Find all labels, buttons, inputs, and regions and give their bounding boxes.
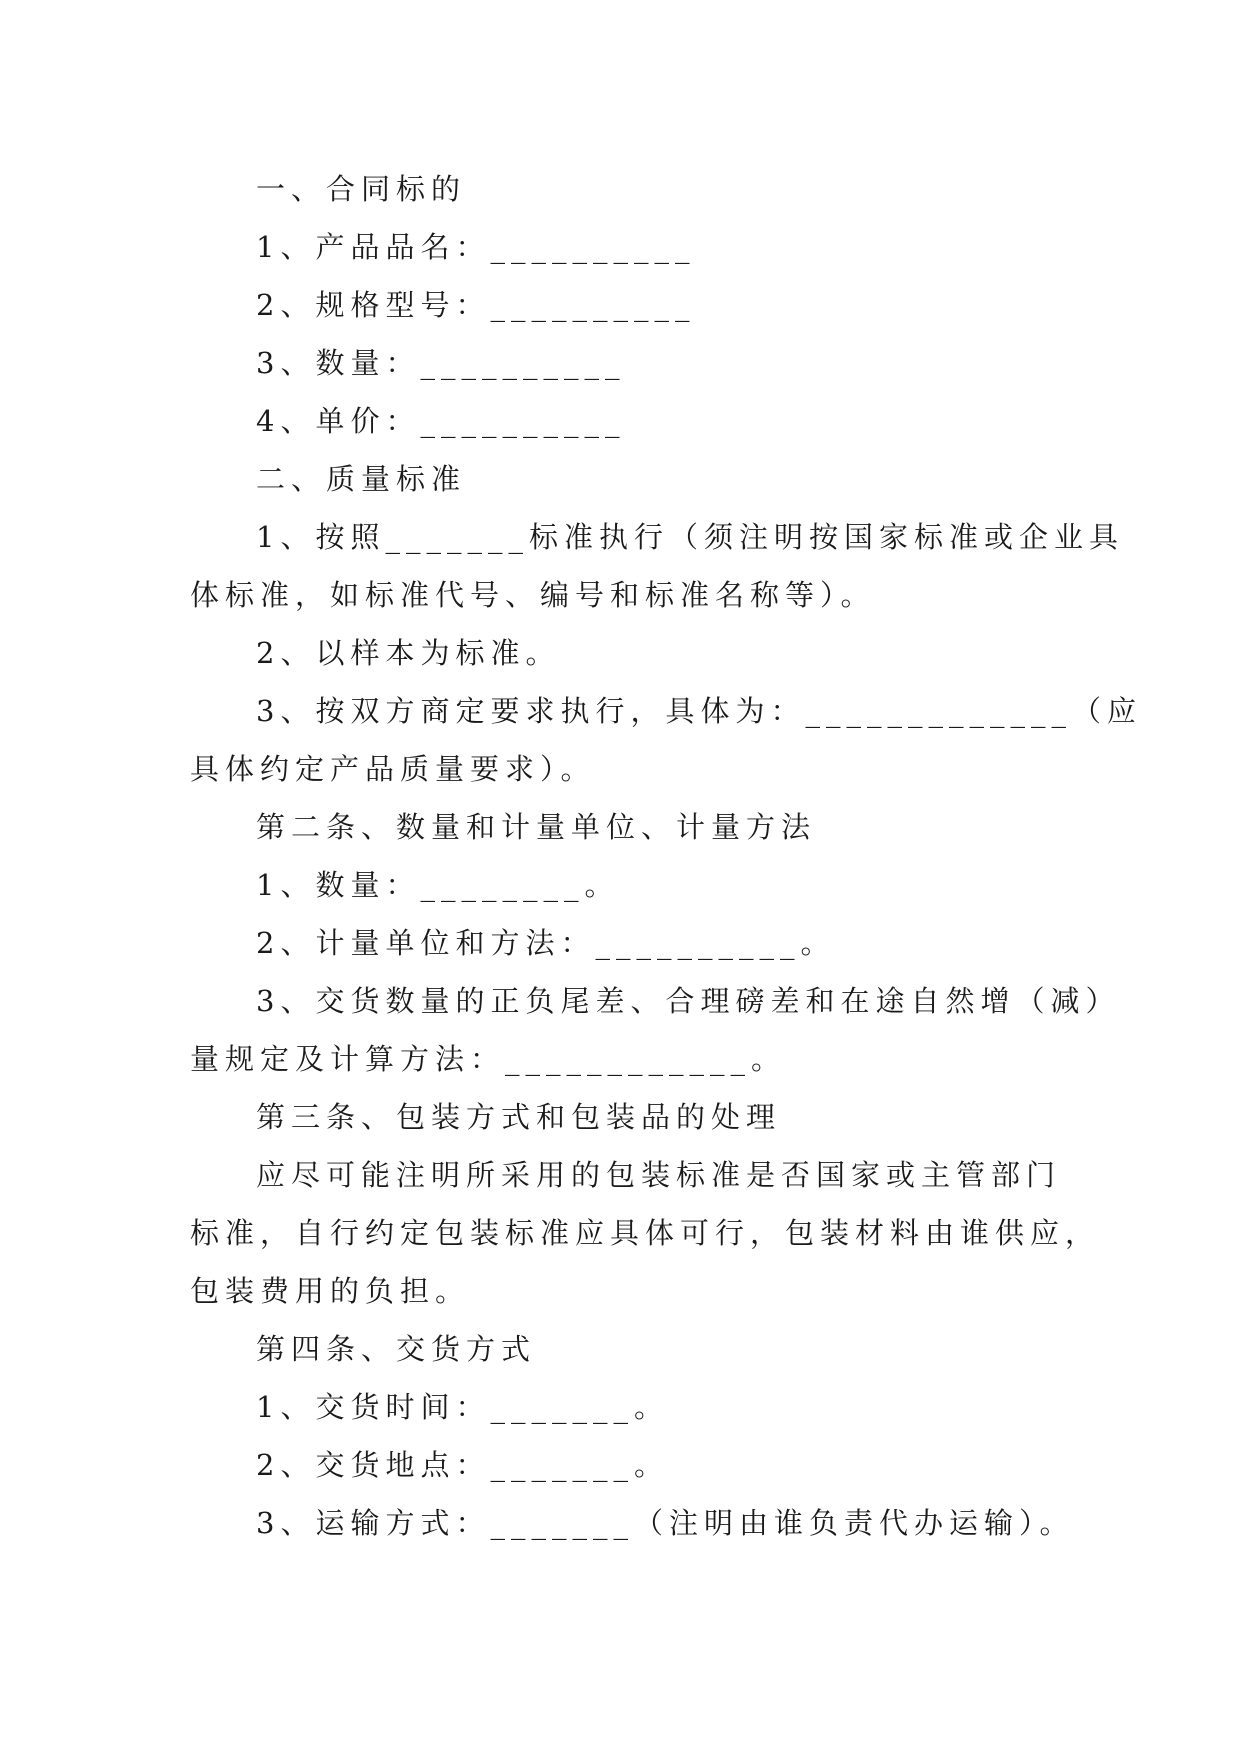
article-4-heading: 第四条、交货方式 [256,1332,537,1366]
article-2-item-2: 2、计量单位和方法：__________。 [256,926,836,960]
field-spec-model: 2、规格型号：__________ [256,288,696,322]
article-2-item-3-line1: 3、交货数量的正负尾差、合理磅差和在途自然增（减） [256,984,1121,1018]
document-body [190,160,1142,1552]
article-4-item-3: 3、运输方式：_______（注明由谁负责代办运输）。 [256,1506,1075,1540]
article-3-body-line2: 标准，自行约定包装标准应具体可行，包装材料由谁供应， [190,1216,1101,1250]
article-2-item-1: 1、数量：________。 [256,868,620,902]
quality-item-2: 2、以样本为标准。 [256,636,561,670]
section-heading-contract-subject: 一、合同标的 [256,172,467,206]
article-3-body-line1: 应尽可能注明所采用的包装标准是否国家或主管部门 [256,1158,1062,1192]
article-2-item-3-line2: 量规定及计算方法：____________。 [190,1042,787,1076]
quality-item-1-line1: 1、按照_______标准执行（须注明按国家标准或企业具 [256,520,1124,554]
quality-item-3-line2: 具体约定产品质量要求）。 [190,752,596,786]
section-heading-quality-standard: 二、质量标准 [256,462,467,496]
quality-item-1-line2: 体标准，如标准代号、编号和标准名称等）。 [190,578,876,612]
article-3-heading: 第三条、包装方式和包装品的处理 [256,1100,782,1134]
article-3-body-line3: 包装费用的负担。 [190,1274,471,1308]
field-unit-price: 4、单价：__________ [256,404,626,438]
field-quantity: 3、数量：__________ [256,346,626,380]
article-4-item-1: 1、交货时间：_______。 [256,1390,669,1424]
article-2-heading: 第二条、数量和计量单位、计量方法 [256,810,817,844]
article-4-item-2: 2、交货地点：_______。 [256,1448,669,1482]
field-product-name: 1、产品品名：__________ [256,230,696,264]
quality-item-3-line1: 3、按双方商定要求执行，具体为：_____________（应 [256,694,1142,728]
